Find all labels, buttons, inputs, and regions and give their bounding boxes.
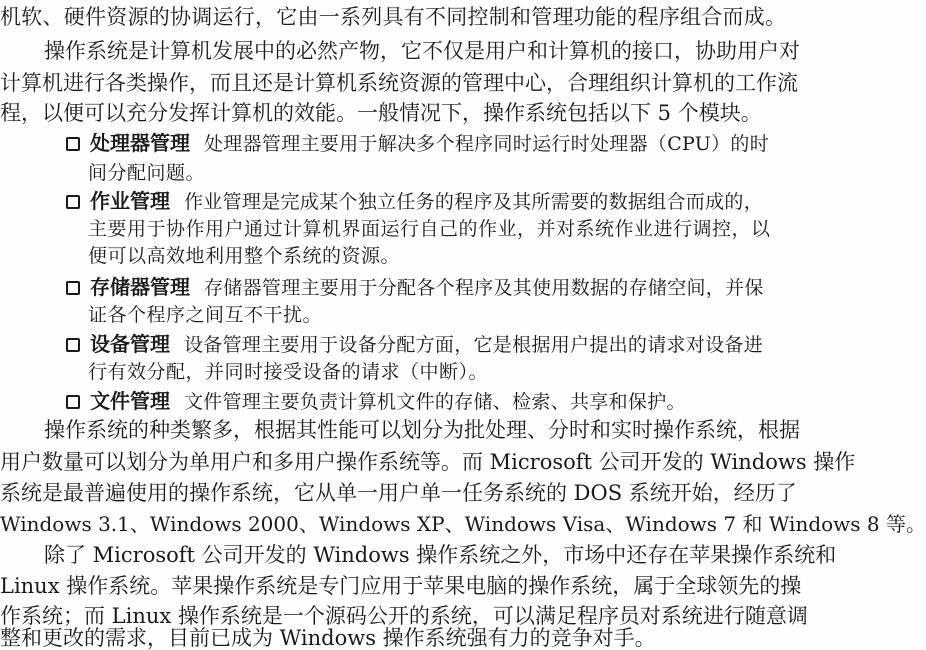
checkbox-bullet-icon xyxy=(66,395,80,409)
paragraph-2-line-0: 操作系统的种类繁多，根据其性能可以划分为批处理、分时和实时操作系统，根据 xyxy=(44,418,800,442)
module-title: 处理器管理 xyxy=(90,131,190,155)
module-file xyxy=(66,386,686,417)
paragraph-3-line-2: 作系统；而 Linux 操作系统是一个源码公开的系统，可以满足程序员对系统进行随意调 xyxy=(0,604,808,628)
checkbox-bullet-icon xyxy=(66,137,80,151)
module-processor xyxy=(66,128,786,159)
module-desc-line xyxy=(88,356,488,387)
paragraph-3-line-1: Linux 操作系统。苹果操作系统是专门应用于苹果电脑的操作系统，属于全球领先的操 xyxy=(0,574,802,598)
module-desc-text: 行有效分配，并同时接受设备的请求（中断）。 xyxy=(88,361,489,383)
module-desc-line: 作业管理是完成某个独立任务的程序及其所需要的数据组合而成的， xyxy=(184,191,764,213)
paragraph-2-line-3: Windows 3.1、Windows 2000、Windows XP、Windows Visa、Windows 7 和 Windows 8 等。 xyxy=(0,512,926,536)
paragraph-1-line-2: 程，以便可以充分发挥计算机的效能。一般情况下，操作系统包括以下 5 个模块。 xyxy=(0,101,762,125)
module-desc-line xyxy=(88,240,400,271)
paragraph-3-line-0: 除了 Microsoft 公司开发的 Windows 操作系统之外，市场中还存在苹果操作系统和 xyxy=(44,543,837,567)
module-title: 文件管理 xyxy=(90,389,170,413)
checkbox-bullet-icon xyxy=(66,281,80,295)
paragraph-1-line-1: 计算机进行各类操作，而且还是计算机系统资源的管理中心，合理组织计算机的工作流 xyxy=(0,71,798,95)
paragraph-3-line-3: 整和更改的需求，目前已成为 Windows 操作系统强有力的竞争对手。 xyxy=(0,626,656,650)
checkbox-bullet-icon xyxy=(66,338,80,352)
module-desc-text: 间分配问题。 xyxy=(88,162,206,184)
module-desc-line xyxy=(88,157,205,188)
paragraph-1-line-0: 操作系统是计算机发展中的必然产物，它不仅是用户和计算机的接口，协助用户对 xyxy=(44,39,800,63)
module-desc-line: 存储器管理主要用于分配各个程序及其使用数据的存储空间，并保 xyxy=(204,277,764,299)
module-desc-line: 设备管理主要用于设备分配方面，它是根据用户提出的请求对设备进 xyxy=(184,334,764,356)
module-desc-line: 处理器管理主要用于解决多个程序同时运行时处理器（CPU）的时 xyxy=(204,133,770,155)
module-desc-text: 主要用于协作用户通过计算机界面运行自己的作业，并对系统作业进行调控，以 xyxy=(88,218,771,240)
module-desc-line: 文件管理主要负责计算机文件的存储、检索、共享和保护。 xyxy=(184,391,686,413)
paragraph-2-line-1: 用户数量可以划分为单用户和多用户操作系统等。而 Microsoft 公司开发的 Windows 操作 xyxy=(0,450,856,474)
checkbox-bullet-icon xyxy=(66,195,80,209)
module-title: 存储器管理 xyxy=(90,275,190,299)
paragraph-2-line-2: 系统是最普遍使用的操作系统，它从单一用户单一任务系统的 DOS 系统开始，经历了 xyxy=(0,481,797,505)
module-title: 设备管理 xyxy=(90,332,170,356)
intro-line-0: 机软、硬件资源的协调运行，它由一系列具有不同控制和管理功能的程序组合而成。 xyxy=(0,5,786,29)
module-desc-text: 便可以高效地利用整个系统的资源。 xyxy=(88,245,401,267)
module-title: 作业管理 xyxy=(90,189,170,213)
module-desc-text: 证各个程序之间互不干扰。 xyxy=(88,304,323,326)
module-desc-line xyxy=(88,299,322,330)
